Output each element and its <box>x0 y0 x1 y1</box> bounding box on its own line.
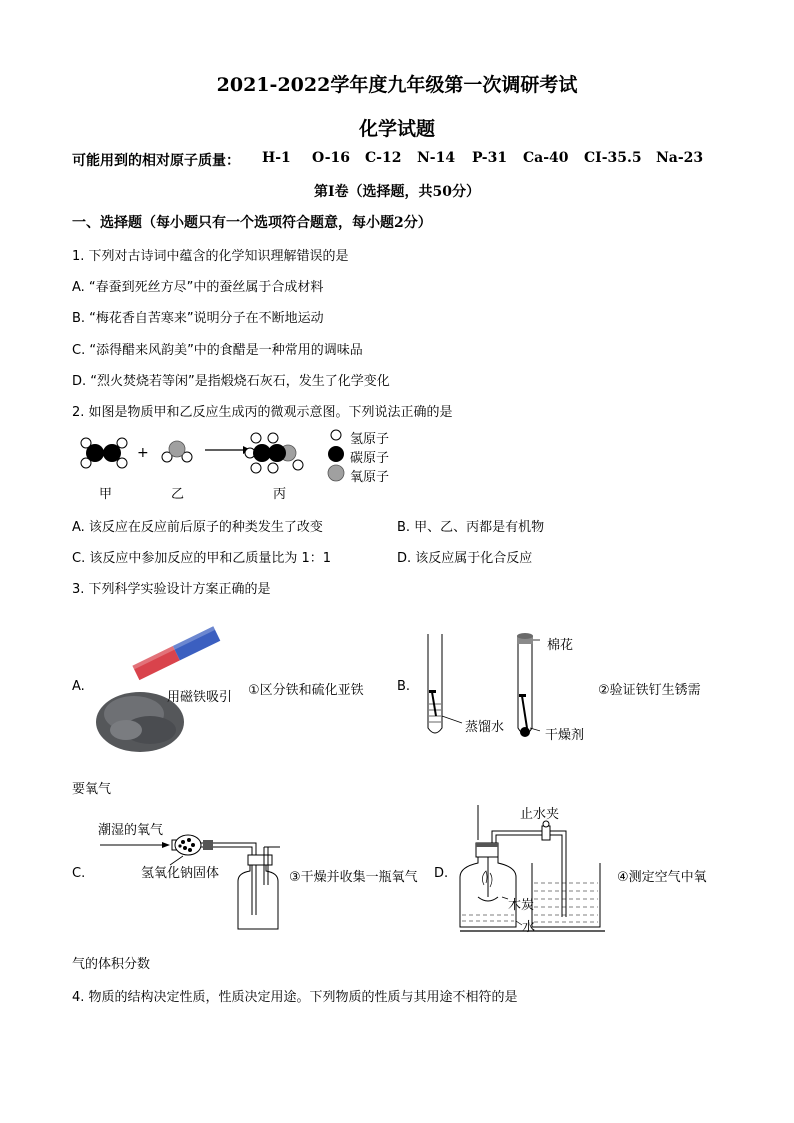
legend-hydrogen: 氢原子 <box>350 432 390 447</box>
legend-carbon: 碳原子 <box>350 451 390 466</box>
molecule-yi <box>162 441 192 462</box>
q2-option-d: D. 该反应属于化合反应 <box>397 551 533 566</box>
q3-stem: 3. 下列科学实验设计方案正确的是 <box>72 582 271 597</box>
tube-desiccant <box>517 633 540 737</box>
q1-option-c: C. “添得醋来风韵美”中的食醋是一种常用的调味品 <box>72 343 363 358</box>
q2-option-b: B. 甲、乙、丙都是有机物 <box>397 520 545 535</box>
label-jia: 甲 <box>99 487 113 502</box>
label-yi: 乙 <box>171 487 185 502</box>
q1-option-a: A. “春蚕到死丝方尽”中的蚕丝属于合成材料 <box>72 280 324 295</box>
molecule-jia <box>81 438 127 468</box>
q3-b-water-label: 蒸馏水 <box>465 720 505 735</box>
mass-h: H-1 <box>262 150 291 166</box>
mass-p: P-31 <box>472 150 508 166</box>
q2-option-a: A. 该反应在反应前后原子的种类发生了改变 <box>72 520 323 535</box>
q3-d-letter: D. <box>434 866 449 881</box>
q3-a-text: ①区分铁和硫化亚铁 <box>248 683 364 698</box>
mass-n: N-14 <box>417 150 456 166</box>
q3-a-letter: A. <box>72 679 85 694</box>
atom-legend <box>328 430 344 481</box>
label-bing: 丙 <box>273 487 287 502</box>
q1-stem: 1. 下列对古诗词中蕴含的化学知识理解错误的是 <box>72 249 349 264</box>
mass-o: O-16 <box>312 150 351 166</box>
q3-b-letter: B. <box>397 679 411 694</box>
q1-option-d: D. “烈火焚烧若等闲”是指煅烧石灰石，发生了化学变化 <box>72 374 390 389</box>
q3-c-letter: C. <box>72 866 86 881</box>
q3-c-naoh-label: 氢氧化钠固体 <box>141 866 220 881</box>
q3-b-cotton-label: 棉花 <box>547 638 574 653</box>
q3-d-charcoal-label: 木炭 <box>508 898 535 913</box>
part-heading: 第Ⅰ卷（选择题，共50分） <box>313 184 481 200</box>
legend-oxygen-marker <box>328 465 344 481</box>
q3-b-desiccant-label: 干燥剂 <box>545 728 585 743</box>
q3-ab-wrap: 要氧气 <box>72 782 112 797</box>
q3-a-magnet-label: 用磁铁吸引 <box>167 690 233 705</box>
q1-option-b: B. “梅花香自苦寒来”说明分子在不断地运动 <box>72 311 324 326</box>
q4-stem: 4. 物质的结构决定性质，性质决定用途。下列物质的性质与其用途不相符的是 <box>72 990 518 1005</box>
q3-d-text: ④测定空气中氧 <box>617 870 707 885</box>
mass-ca: Ca-40 <box>523 150 569 166</box>
q2-stem: 2. 如图是物质甲和乙反应生成丙的微观示意图。下列说法正确的是 <box>72 405 453 420</box>
mass-c: C-12 <box>365 150 402 166</box>
exam-subtitle: 化学试题 <box>358 118 435 140</box>
legend-hydrogen-marker <box>331 430 341 440</box>
magnet-powder-illustration <box>90 610 240 760</box>
q3-b-text: ②验证铁钉生锈需 <box>598 683 701 698</box>
q3-d-water-label: 水 <box>522 920 536 935</box>
magnet-icon <box>132 626 220 680</box>
mass-cl: CI-35.5 <box>584 150 642 166</box>
tube-distilled-water <box>428 634 462 733</box>
q3-cd-wrap: 气的体积分数 <box>72 957 151 972</box>
q3-d-clamp-label: 止水夹 <box>520 807 560 822</box>
masses-label: 可能用到的相对原子质量： <box>72 153 240 169</box>
legend-carbon-marker <box>328 446 344 462</box>
molecule-bing <box>245 433 303 473</box>
legend-oxygen: 氧原子 <box>350 470 390 485</box>
q3-c-text: ③干燥并收集一瓶氧气 <box>289 870 418 885</box>
q3-c-wet-oxygen-label: 潮湿的氧气 <box>98 823 164 838</box>
plus-sign: + <box>137 445 149 461</box>
mass-na: Na-23 <box>656 150 704 166</box>
exam-title: 2021-2022学年度九年级第一次调研考试 <box>216 74 578 96</box>
section-heading: 一、选择题（每小题只有一个选项符合题意，每小题2分） <box>72 215 432 231</box>
q2-option-c: C. 该反应中参加反应的甲和乙质量比为 1：1 <box>72 551 332 566</box>
